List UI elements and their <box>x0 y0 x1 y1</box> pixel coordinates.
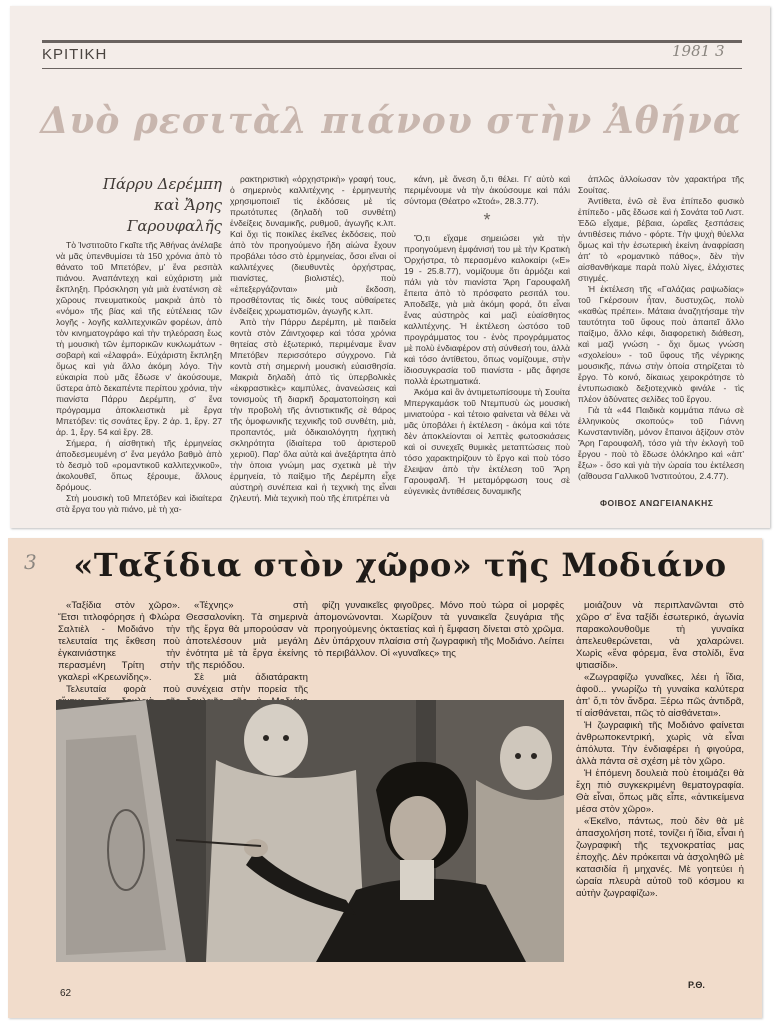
paragraph: κάνη, μὲ ἄνεση ὅ,τι θέλει. Γι' αὐτὸ καὶ περιμένουμε νὰ τὴν ἀκούσουμε καὶ πάλι σύντομα (Θέατρο «Στοά», 28.3.77). <box>404 174 570 206</box>
handwritten-note: 1981 3 <box>672 42 725 60</box>
top-rule <box>42 40 742 43</box>
section-label: ΚΡΙΤΙΚΗ <box>42 46 108 63</box>
byline <box>62 174 222 237</box>
paragraph: Ἡ ἐκτέλεση τῆς «Γαλάζιας ραψωδίας» τοῦ Γκέρσουιν ἦταν, δυστυχῶς, πολὺ «καθὼς πρέπει». Μάταια ἀναζητήσαμε τὴν ταυτότητα τοῦ ὕφους ποὺ ἀπαιτεῖ ἄλλο παίξιμο, ἄλλο κέφι, διαφορετικὴ διάθεση, καὶ μαζὶ γνώση - ὄχι ὅμως γνώση «σχολείου» - τοῦ ὕφους τῆς νέγρικης μουσικῆς, πάνω στὴν ὁποία στηρίζεται τὸ ἔργο. Τὸ κοινό, δίκαιως χειροκρότησε τὸ ἐντυπωσιακὸ δεξιοτεχνικὸ φινάλε - τὶς πλέον ἀδύνατες σελίδες τοῦ ἔργου. <box>578 284 744 404</box>
paragraph: «Ταξίδια στὸν χῶρο». Ἔτσι τιτλοφόρησε ἡ Φλώρα Σαλτιὲλ - Μοδιάνο τὴν τελευταία της ἔκθεση ποὺ ἐγκαινιάστηκε τὴν περασμένη Τρίτη στὴν γκαλερὶ «Κρεωνίδης». <box>58 600 180 683</box>
paragraph: «Ζωγραφίζω γυναῖκες, λέει ἡ ἴδια, ἀφοῦ... γνωρίζω τὴ γυναίκα καλύτερα ἀπ' ὅ,τι τὸν ἄνδρα. Ξέρω πῶς ἀντιδρᾶ, τί αἰσθάνεται, πῶς τὸ αἰσθάνεται». <box>576 672 744 719</box>
paragraph: ἁπλῶς ἀλλοίωσαν τὸν χαρακτήρα τῆς Σουίτας. <box>578 174 744 195</box>
section-rule <box>42 68 742 69</box>
paragraph: Σὲ μιὰ ἀδιατάρακτη συνέχεια στὴν πορεία τῆς <box>186 672 308 695</box>
paragraph: «Ἐκεῖνο, πάντως, ποὺ δὲν θὰ μὲ ἀπασχολήση ποτέ, τονίζει ἡ ἴδια, εἶναι ἡ ζωγραφικὴ τῆς τεχνοκρατίας μας ἐποχῆς. Δὲν πρόκειται νὰ ἀσχοληθῶ μὲ κατασιδία ἢ μηχανές. Μὲ γοητεύει ἡ ὡραία πλευρὰ αὐτοῦ τοῦ κόσμου κι αὐτὴν ζωγραφίζω». <box>576 816 744 899</box>
paragraph: Ἀντίθετα, ἐνῶ σὲ ἕνα ἐπίπεδο φυσικὸ ἐπίπεδο - μᾶς ἔδωσε καὶ ἡ Σονάτα τοῦ Λιστ. Ἐδῶ εἴχαμε, βέβαια, ὡραῖες ξεσπάσεις ἀντιθέσεις πιάνο - φόρτε. Τὴν ψυχὴ θύελλα ὅμως καὶ τὴν ἐσωτερικὴ ἐκείνη ἀναφρίαση ἀπ' τὸ «ρομαντικὸ πάθος», δὲν τὴν αἰσθανθήκαμε παρὰ πολὺ λίγες, ἐλάχιστες στιγμές. <box>578 196 744 283</box>
paragraph: Τελευταία φορὰ ποὺ <box>66 684 180 695</box>
paragraph: Γιὰ τὰ «44 Παιδικὰ κομμάτια πάνω σὲ ἑλληνικοὺς σκοπούς» τοῦ Γιάννη Κωνσταντινίδη, μόνον ἔπαινοι ἀξίζουν στὸν Ἄρη Γαρουφαλῆ, τόσο γιὰ τὴν ἐκλογὴ τοῦ ἔργου - ποὺ τὸ ἔδωσε ὁλόκληρο καὶ «ἀπ' ἔξω» - ὅσο καὶ γιὰ τὴν ὡραία του ἐκτέλεση (αἴθουσα Γαλλικοῦ Ἰνστιτούτου, 2.4.77). <box>578 405 744 481</box>
article-column-3 <box>314 600 564 660</box>
paragraph: Ἡ ζωγραφικὴ τῆς Μοδιάνο φαίνεται ἀνθρωποκεντρική, χωρὶς νὰ εἶναι ἀπόλυτα. Τὴν ἐνδιαφέρει ἡ φιγούρα, ἀλλὰ πάντα σὲ σχέση μὲ τὸν χῶρο. <box>576 720 744 767</box>
exhibition-headline: «Ταξίδια στὸν χῶρο» τῆς Μοδιάνο <box>73 546 727 584</box>
byline-line: καὶ Ἄρης <box>154 196 222 214</box>
paragraph: ρακτηριστικὴ «ὀρχηστρικὴ» γραφή τους, ὁ σημερινὸς καλλιτέχνης - ἑρμηνευτὴς χρησιμοποιεῖ τὶς ἐκδόσεις μὲ τὶς πρωτότυπες (δηλαδὴ τοῦ συνθέτη) ἐνδείξεις δυναμικῆς, ρυθμοῦ, ἀγωγῆς κ.λπ. Καὶ ὄχι τὶς ποικίλες ἐκεῖνες ἐκδόσεις, ποὺ ἀπὸ τὸν προηγούμενο ἤδη αἰώνα ἔχουν προβάλει τόσο στὸ ἑρμηνείας, ὅσοι εἴναι οἱ καλλιτέχνες (διευθυντὲς ὀρχήστρας, πιανίστες, βιολιστές), ποὺ «ἐπεξεργάζονται» μιὰ ἔκδοση, προσθέτοντας τὶς δικές τους αὐθαίρετες ἐνδείξεις χρωματισμῶν, ἀγωγῆς κ.λπ. <box>230 174 396 316</box>
paragraph: Ἀπὸ τὴν Πάρρυ Δερέμπη, μὲ παιδεία κοντὰ στὸν Ζάιντχοφερ καὶ τόσα χρόνια θητείας στὸ ἐξωτερικό, περιμέναμε ἕναν Μπετόβεν περισσότερο σύγχρονο. Γιὰ κοντὰ στὴ σημερινὴ μουσικὴ εὐαισθησία. Μακριὰ δηλαδὴ ἀπὸ τὶς ὑπερβολικὲς «ἐκφραστικὲς» καμπύλες, ἀνανεώσεις καὶ τονισμοὺς τῆ διαρκῆ δραματοποίηση καὶ τὴν προβολὴ τῆς ἀντιστικτικῆς σὲ θάρος τῆς ὁμοφωνικῆς τεχνικῆς τοῦ συνθέτη, μιὰ, προπαντός, μιὰ ὁδικαιολόγητη ἠχητικὴ σκληρότητα (ἰδιαίτερα τοῦ ἀριστεροῦ χεριοῦ). Παρ' ὅλα αὐτὰ καὶ ἀνεξάρτητα ἀπὸ τὴν ὁποια γνώμη μας σχετικὰ μὲ τὴν ἑρμηνεία, τὸ παίξιμο τῆς Δερέμπη εἶχε αὐστηρὴ συνέπεια καὶ ἡ τεχνικὴ της εἶναι ζηλευτή. Μιὰ τεχνικὴ ποὺ τῆς ἐπιτρέπει νὰ <box>230 317 396 503</box>
handwritten-marker: 3 <box>24 550 37 574</box>
review-column-2 <box>230 174 396 504</box>
artist-photo <box>56 700 564 962</box>
paragraph: «Τέχνης» στὴ Θεσσαλονίκη. Τὰ σημερινὰ τῆς ἔργα θὰ μπορούσαν νὰ ἀποτελέσουν μιὰ μεγάλη ἑνότητα μὲ τὰ ἔργα ἐκείνης τῆς περιόδου. <box>186 600 308 671</box>
review-column-4 <box>578 174 744 482</box>
paragraph: Στὴ μουσικὴ τοῦ Μπετόβεν καὶ ἰδιαίτερα στὰ ἔργα του γιὰ πιάνο, μὲ τὴ χα- <box>56 493 222 514</box>
page-number: 62 <box>60 988 72 999</box>
paragraph: Τὸ Ἰνστιτοῦτο Γκαῖτε τῆς Ἀθήνας ἀνέλαβε νὰ μᾶς ὑπενθυμίσει τὰ 150 χρόνια ἀπὸ τὸ θάνατο τοῦ Μπετόβεν, μ' ἕνα ρεσιτὰλ πιάνου. Ἀναπάντεχη καὶ εὐχάριστη μιὰ ἔκπληξη. Πρόσκληση γιὰ μιὰ ἐνατένιση σὲ χῶρους πνευματικοὺς μακριὰ ἀπὸ τὸ «νόμο» τῆς βίας καὶ τῆς εὐτέλειας τῶν λογῆς - λογῆς καλλιτεχνικῶν φορέων, ἀπὸ τὸν κινηματογράφο καὶ τὴν τηλεόραση ἕως τὴ μουσικὴ τῶν ἐμπορικῶν κυκλωμάτων - σοβαρὴ καὶ «ἐλαφρά». Εὐχάριστη ἔκπληξη ὅμως καὶ γιὰ ἄλλο ἀκόμη λόγο. Τὴν εὐκαιρία ποὺ μᾶς ἔδωσε ν' ἀκούσουμε, ὕστερα ἀπὸ δεκαπέντε περίπου χρόνια, τὴν πιανίστα Πάρρυ Δερέμπη, σ' ἕνα πρόγραμμα ἀποκλειστικὰ μὲ ἔργα Μπετόβεν: τὶς σονάτες ἔργ. 2 ἀρ. 1, ἔργ. 27 ἀρ. 1, ἔργ. 54 καὶ ἔργ. 28. <box>56 240 222 437</box>
paragraph: Ἀκόμα καὶ ἂν ἀντιμετωπίσουμε τὴ Σουίτα Μπεργκαμάσκ τοῦ Ντεμπυσὺ ὡς μουσικὴ μινιατούρα - καὶ τέτοιο φαίνεται νὰ θέλει νὰ μᾶς ὑποβάλει ἡ ἐκτέλεση - ἀκόμα καὶ τότε δὲν ἀποκλείονται οἱ λεπτὲς φωτοσκιάσεις καὶ οἱ συνεχεῖς θυμικὲς μεταπτώσεις ποὺ τόσο χαρακτηρίζουν τὸ ἔργο καὶ ποὺ τόσο ἔλειψαν ἀπὸ τὴν ἐκτέλεση τοῦ Ἄρη Γαρουφαλῆ. Ἡ μεταμόρφωση τους σὲ εὐγενικὲς ἀντιθέσεις δυναμικῆς <box>404 387 570 496</box>
paragraph: μοιάζουν νὰ περιπλανῶνται στὸ χῶρο σ' ἕνα ταξίδι ἐσωτερικό, ἀγωνία παρακολουθοῦμε τὴ γυναίκα ἀπελευθερώνεται, νὰ χαλαρώνει. Χωρὶς «ἕνα φόρεμα, ἕνα στολίδι, ἕνα ψτιασίδι». <box>576 600 744 671</box>
photo-illustration <box>56 700 564 962</box>
byline-line: Πάρρυ Δερέμπη <box>102 175 222 193</box>
asterisk-separator: * <box>483 210 491 230</box>
review-headline: Δυὸ ρεσιτὰλ πιάνου στὴν Ἀθήνα <box>40 100 742 142</box>
review-column-1 <box>56 240 222 515</box>
paragraph: Ἡ ἑπόμενη δουλειὰ ποὺ ἑτοιμάζει θὰ ἔχη πιὸ συγκεκριμένη θεματογραφία. Θὰ εἶναι, ὅπως μᾶς εἶπε, «ἀντικείμενα μέσα στὸν χῶρο». <box>576 768 744 815</box>
review-column-3 <box>404 174 570 497</box>
author-initials: Ρ.Θ. <box>688 980 705 990</box>
paragraph: Ὅ,τι εἴχαμε σημειώσει γιὰ τὴν προηγούμενη ἐμφάνισή του μὲ τὴν Κρατικὴ Ὀρχήστρα, τὸ περασμένο καλοκαίρι («Ε» 19 - 25.8.77), νομίζουμε ὅτι ἁρμόζει καὶ πάλι γιὰ τὸν πιανίστα Ἄρη Γαρουφαλῆ ἔπειτα ἀπὸ τὸ πρόσφατο ρεσιτάλ του. Ἀποδεῖξε, γιὰ μιὰ ἀκόμη φορά, ὅτι εἶναι ἕνας αὐστηρὸς καὶ μαζὶ εὐαίσθητος καλλιτέχνης. Ἡ ἐκτέλεση ὡστόσο τοῦ προγράμματος του - ἑνὸς προγράμματος μὲ πολὺ ἐνδιαφέρον στὴ σύνθεσή του, ἀλλὰ καὶ τόσο ἀντίθετου, ὅπως νομίζουμε, στὴν ἰδιοσυγκρασία τοῦ πιανίστα - μᾶς ἄφησε πολλὰ ἐρωτηματικά. <box>404 233 570 386</box>
article-column-4 <box>576 600 744 900</box>
paragraph: Σήμερα, ἡ αἰσθητικὴ τῆς ἑρμηνείας ἀποδεσμευμένη σ' ἕνα μεγάλο βαθμὸ ἀπὸ τὸ δεσμὸ τοῦ «ρομαντικοῦ καλλιτεχνικοῦ», ἀκολουθεῖ, ὅπως ξέρουμε, ἄλλους δρόμους. <box>56 438 222 492</box>
author-signature: ΦΟΙΒΟΣ ΑΝΩΓΕΙΑΝΑΚΗΣ <box>600 498 714 508</box>
paragraph: φίζη γυναικεῖες φιγοῦρες. Μόνο ποὺ τώρα οἱ μορφὲς ἀπομονώνονται. Χωρίζουν τὰ γυναικεῖα ζευγάρια τῆς προηγούμενης ὀκταετίας καὶ ἡ ἔμφαση δίνεται στὸ χρῶμα. Δὲν ὑπάρχουν πλαίσια στὴ ζωγραφικὴ τῆς Μοδιάνο. Λείπει τὸ περιβάλλον. Οἱ «γυναῖκες» της <box>314 600 564 659</box>
byline-line: Γαρουφαλῆς <box>126 217 222 235</box>
